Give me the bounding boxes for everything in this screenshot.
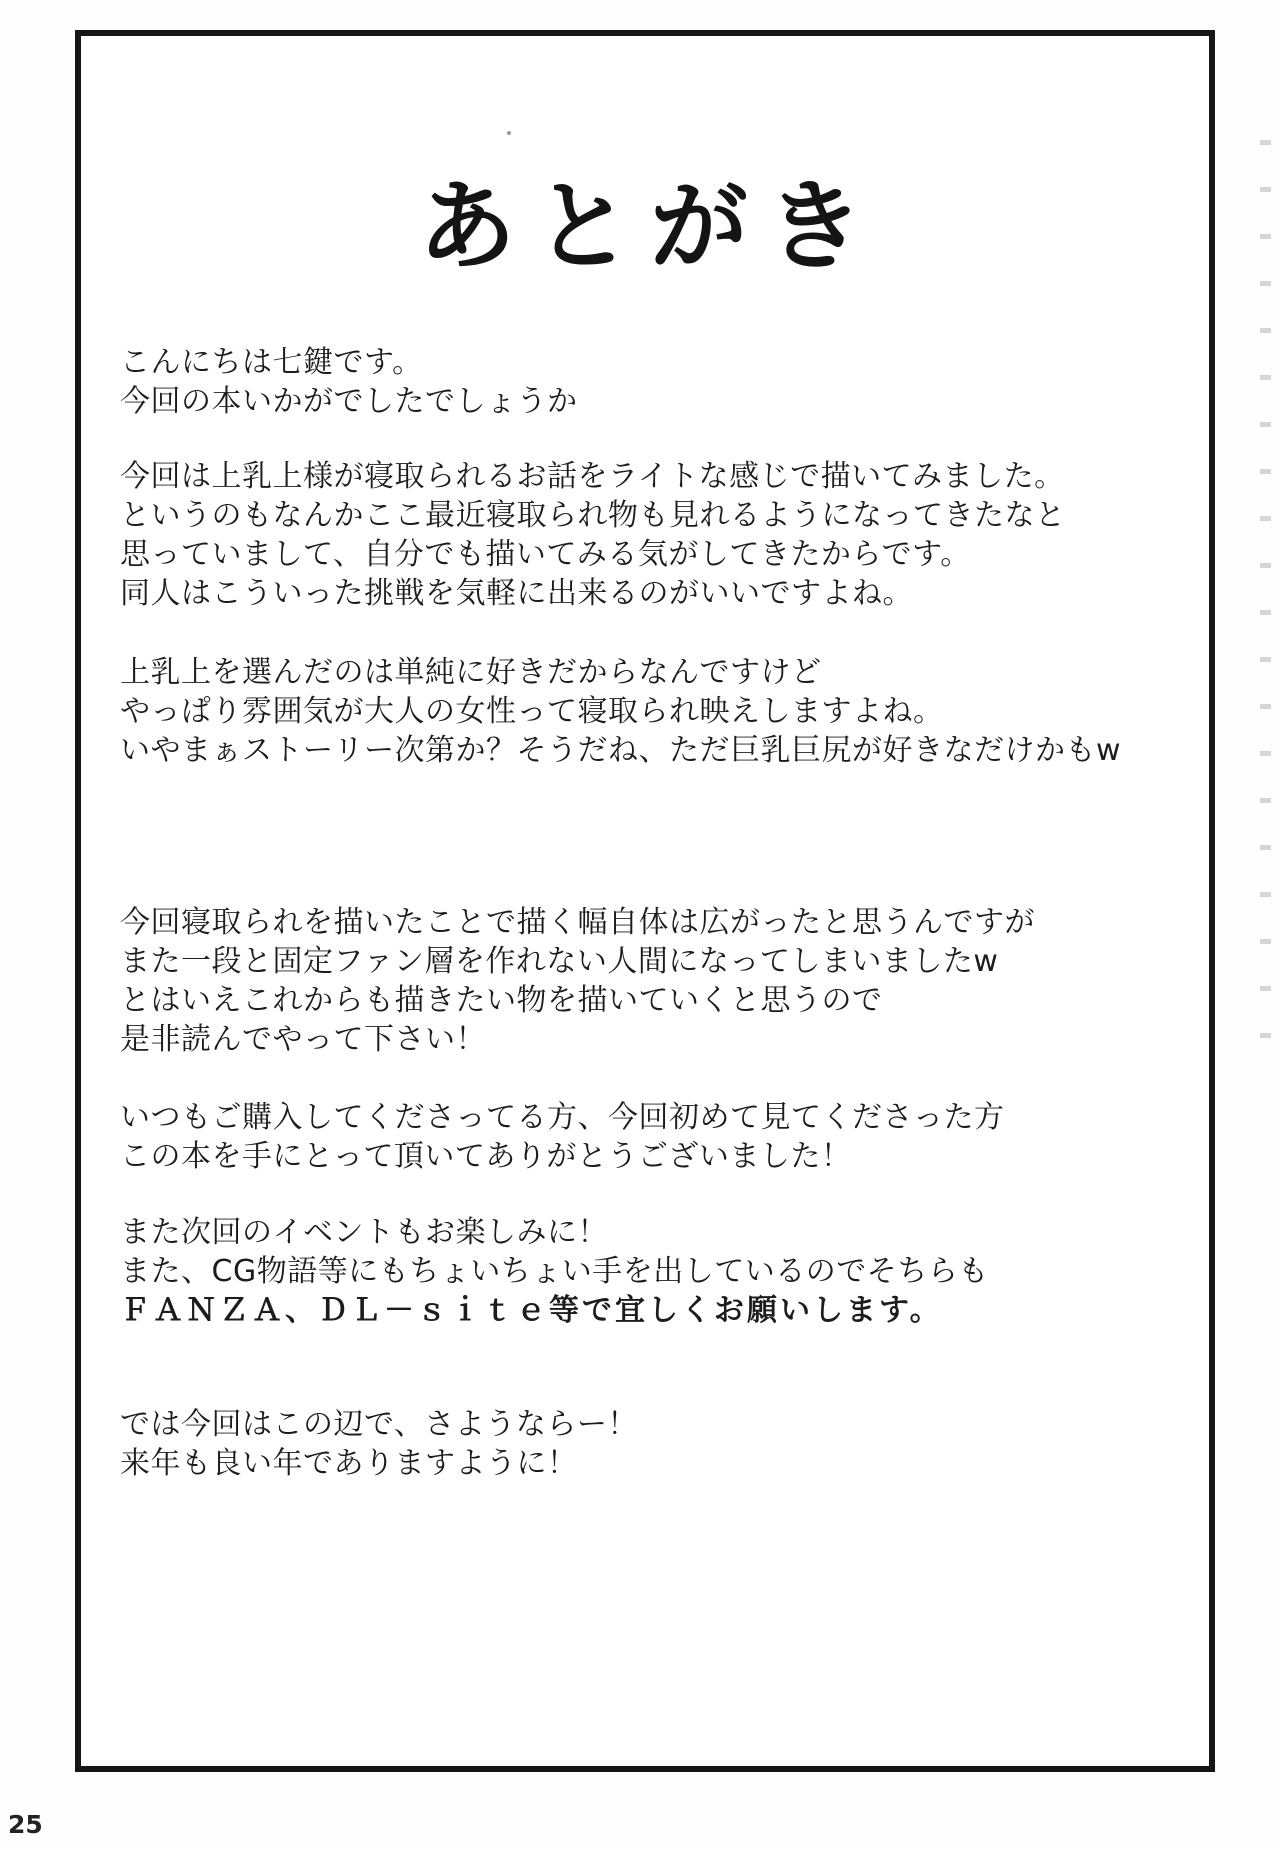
text-line: 今回は上乳上様が寝取られるお話をライトな感じで描いてみました。 [120,459,1065,494]
text-line: この本を手にとって頂いてありがとうございました！ [120,1139,852,1174]
text-line: また、CG物語等にもちょいちょい手を出しているのでそちらも [120,1254,989,1289]
scan-artifact-dashes [1260,140,1271,1040]
afterword-title: あとがき [417,170,882,284]
text-line: というのもなんかここ最近寝取られ物も見れるようになってきたなと [120,498,1066,533]
text-line: 来年も良い年でありますように！ [120,1446,578,1481]
text-line: いやまぁストーリー次第か？そうだね、ただ巨乳巨尻が好きなだけかもw [120,733,1122,768]
page-border [75,30,1215,1772]
text-line: とはいえこれからも描きたい物を描いていくと思うので [120,983,883,1018]
text-line: 上乳上を選んだのは単純に好きだからなんですけど [120,655,822,690]
text-line-storefronts: ＦＡＮＺＡ、ＤＬ－ｓｉｔｅ等で宜しくお願いします。 [120,1293,943,1328]
paragraph-reflection [120,903,1200,1059]
scan-speck [507,131,511,135]
text-line: いつもご購入してくださってる方、今回初めて見てくださった方 [120,1100,1005,1135]
paragraph-greeting [120,343,1200,421]
paragraph-farewell [120,1405,1200,1483]
text-line: また次回のイベントもお楽しみに！ [120,1215,608,1250]
text-line: また一段と固定ファン層を作れない人間になってしまいましたw [120,944,999,979]
text-line: こんにちは七鍵です。 [120,345,423,380]
paragraph-character-choice [120,653,1200,770]
page-number: 25 [8,1810,43,1839]
text-line: 同人はこういった挑戦を気軽に出来るのがいいですよね。 [120,576,913,611]
text-line: 思っていまして、自分でも描いてみる気がしてきたからです。 [120,537,971,572]
text-line: 是非読んでやって下さい！ [120,1022,486,1057]
text-line: やっぱり雰囲気が大人の女性って寝取られ映えしますよね。 [120,694,944,729]
paragraph-about-story [120,457,1200,613]
text-line: 今回寝取られを描いたことで描く幅自体は広がったと思うんですが [120,905,1035,940]
paragraph-announcements [120,1213,1200,1330]
text-line: では今回はこの辺で、さようならー！ [120,1407,638,1442]
text-line: 今回の本いかがでしたでしょうか [120,384,578,419]
paragraph-thanks [120,1098,1200,1176]
